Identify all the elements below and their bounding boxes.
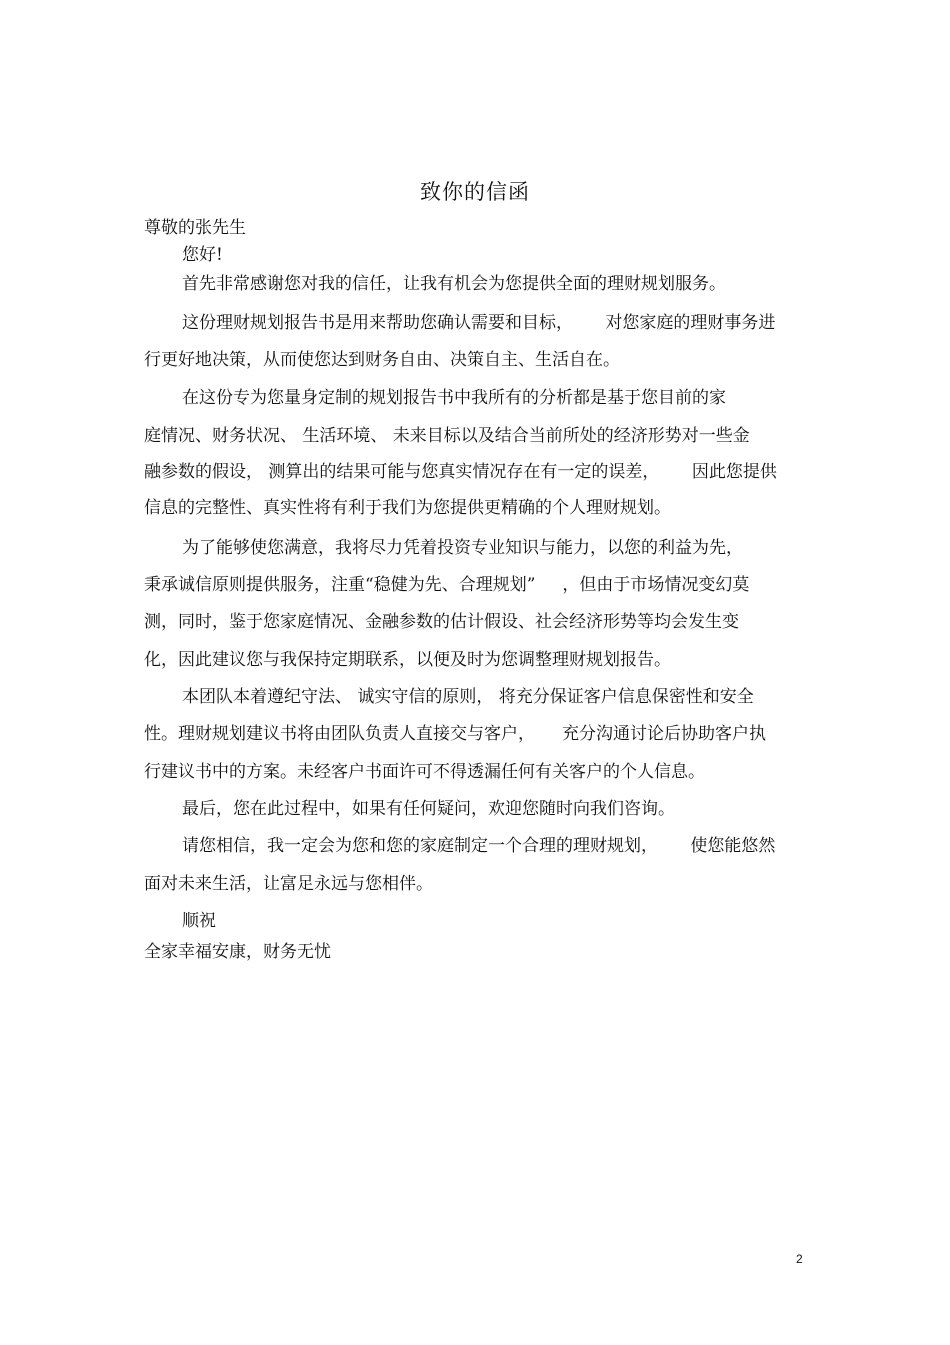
body-line: 首先非常感谢您对我的信任，让我有机会为您提供全面的理财规划服务。 xyxy=(182,274,726,294)
body-line: 行建议书中的方案。未经客户书面许可不得透漏任何有关客户的个人信息。 xyxy=(144,762,705,782)
body-line: 面对未来生活，让富足永远与您相伴。 xyxy=(144,874,433,894)
body-line: 在这份专为您量身定制的规划报告书中我所有的分析都是基于您目前的家 xyxy=(182,388,726,408)
body-line: 请您相信，我一定会为您和您的家庭制定一个合理的理财规划， 使您能悠然 xyxy=(182,836,776,856)
body-line: 庭情况、财务状况、 生活环境、 未来目标以及结合当前所处的经济形势对一些金 xyxy=(144,426,750,446)
letter-title: 致你的信函 xyxy=(420,180,530,204)
body-line: 最后，您在此过程中，如果有任何疑问，欢迎您随时向我们咨询。 xyxy=(182,799,675,819)
body-line: 测，同时，鉴于您家庭情况、金融参数的估计假设、社会经济形势等均会发生变 xyxy=(144,612,739,632)
body-line: 秉承诚信原则提供服务，注重“稳健为先、合理规划” ，但由于市场情况变幻莫 xyxy=(144,575,750,595)
closing-wish: 全家幸福安康，财务无忧 xyxy=(144,942,331,962)
body-line: 为了能够使您满意，我将尽力凭着投资专业知识与能力，以您的利益为先， xyxy=(182,538,743,558)
body-line: 性。理财规划建议书将由团队负责人直接交与客户， 充分沟通讨论后协助客户执 xyxy=(144,724,767,744)
body-line: 融参数的假设， 测算出的结果可能与您真实情况存在有一定的误差， 因此您提供 xyxy=(144,462,777,482)
body-line: 化，因此建议您与我保持定期联系，以便及时为您调整理财规划报告。 xyxy=(144,650,671,670)
body-line: 本团队本着遵纪守法、 诚实守信的原则， 将充分保证客户信息保密性和安全 xyxy=(182,687,754,707)
page-number: 2 xyxy=(796,1252,803,1266)
closing: 顺祝 xyxy=(182,911,216,931)
body-line: 行更好地决策，从而使您达到财务自由、决策自主、生活自在。 xyxy=(144,350,620,370)
salutation: 尊敬的张先生 xyxy=(144,218,246,238)
greeting: 您好! xyxy=(182,245,223,265)
body-line: 这份理财规划报告书是用来帮助您确认需要和目标， 对您家庭的理财事务进 xyxy=(182,313,776,333)
body-line: 信息的完整性、真实性将有利于我们为您提供更精确的个人理财规划。 xyxy=(144,498,671,518)
